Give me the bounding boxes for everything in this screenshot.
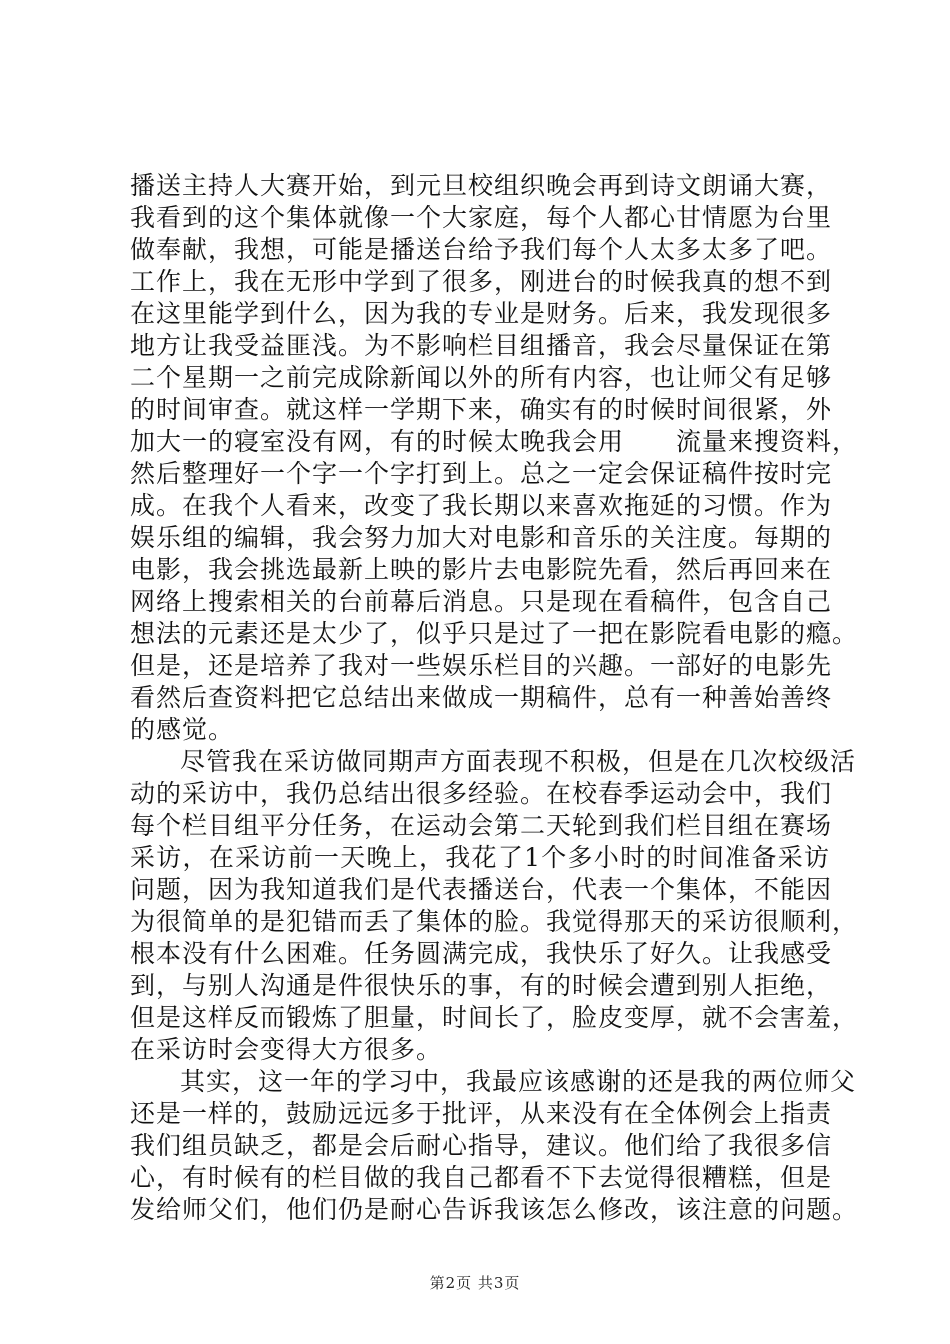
text-line: 问题，因为我知道我们是代表播送台，代表一个集体，不能因 [130,875,833,904]
text-line: 看然后查资料把它总结出来做成一期稿件，总有一种善始善终 [130,683,833,712]
text-line: 成。在我个人看来，改变了我长期以来喜欢拖延的习惯。作为 [130,491,833,520]
text-line: 到，与别人沟通是件很快乐的事，有的时候会遭到别人拒绝， [130,971,833,1000]
text-line: 做奉献，我想，可能是播送台给予我们每个人太多太多了吧。 [130,235,833,264]
text-line: 在这里能学到什么，因为我的专业是财务。后来，我发现很多 [130,299,833,328]
text-line: 的感觉。 [130,715,235,744]
text-line: 二个星期一之前完成除新闻以外的所有内容，也让师父有足够 [130,363,833,392]
text-line: 工作上，我在无形中学到了很多，刚进台的时候我真的想不到 [130,267,833,296]
text-line: 加大一的寝室没有网，有的时候太晚我会用 流量来搜资料， [130,427,859,456]
text-line: 的时间审查。就这样一学期下来，确实有的时候时间很紧，外 [130,395,833,424]
text-line: 采访，在采访前一天晚上，我花了1个多小时的时间准备采访 [130,843,830,872]
text-line: 但是这样反而锻炼了胆量，时间长了，脸皮变厚，就不会害羞， [130,1003,859,1032]
text-line: 在采访时会变得大方很多。 [130,1035,443,1064]
paragraph-first-line: 尽管我在采访做同期声方面表现不积极，但是在几次校级活 [180,747,857,776]
text-line: 为很简单的是犯错而丢了集体的脸。我觉得那天的采访很顺利， [130,907,859,936]
text-line: 发给师父们，他们仍是耐心告诉我该怎么修改，该注意的问题。 [130,1195,859,1224]
text-line: 网络上搜索相关的台前幕后消息。只是现在看稿件，包含自己 [130,587,833,616]
text-line: 播送主持人大赛开始，到元旦校组织晚会再到诗文朗诵大赛， [130,171,833,200]
text-line: 心，有时候有的栏目做的我自己都看不下去觉得很糟糕，但是 [130,1163,833,1192]
text-line: 但是，还是培养了我对一些娱乐栏目的兴趣。一部好的电影先 [130,651,833,680]
text-line: 娱乐组的编辑，我会努力加大对电影和音乐的关注度。每期的 [130,523,833,552]
text-line: 想法的元素还是太少了，似乎只是过了一把在影院看电影的瘾。 [130,619,859,648]
text-line: 我们组员缺乏，都是会后耐心指导，建议。他们给了我很多信 [130,1131,833,1160]
text-line: 每个栏目组平分任务，在运动会第二天轮到我们栏目组在赛场 [130,811,833,840]
paragraph-first-line: 其实，这一年的学习中，我最应该感谢的还是我的两位师父 [180,1067,857,1096]
text-line: 地方让我受益匪浅。为不影响栏目组播音，我会尽量保证在第 [130,331,833,360]
text-line: 我看到的这个集体就像一个大家庭，每个人都心甘情愿为台里 [130,203,833,232]
text-line: 根本没有什么困难。任务圆满完成，我快乐了好久。让我感受 [130,939,833,968]
text-line: 动的采访中，我仍总结出很多经验。在校春季运动会中，我们 [130,779,833,808]
text-line: 还是一样的，鼓励远远多于批评，从来没有在全体例会上指责 [130,1099,833,1128]
text-line: 电影，我会挑选最新上映的影片去电影院先看，然后再回来在 [130,555,833,584]
text-line: 然后整理好一个字一个字打到上。总之一定会保证稿件按时完 [130,459,833,488]
page-number-footer: 第2页 共3页 [429,1274,521,1292]
body-text [130,170,859,1226]
